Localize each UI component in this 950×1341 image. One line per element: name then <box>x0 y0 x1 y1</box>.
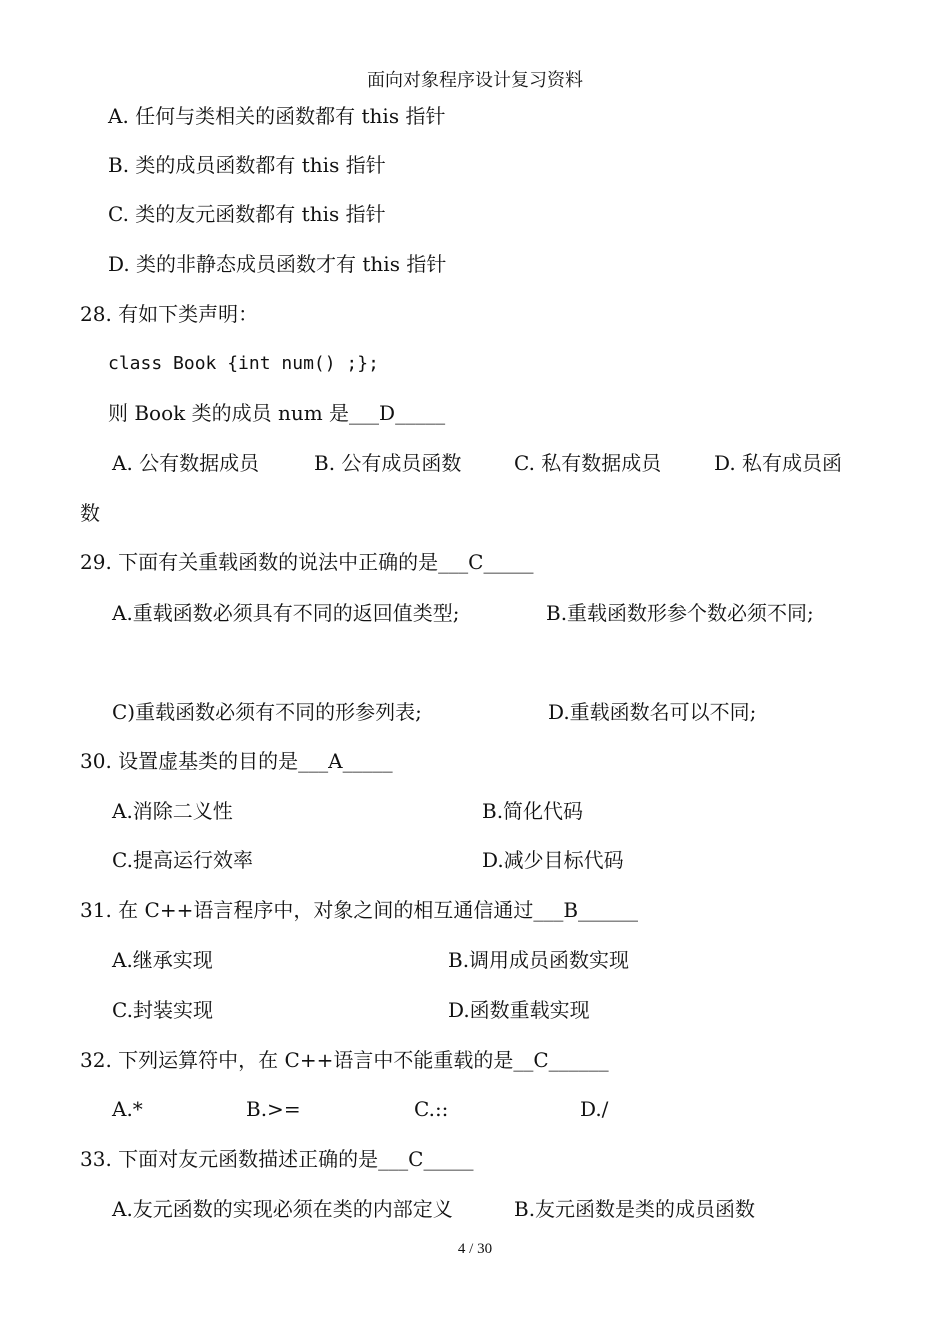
q31-stem: 31. 在 C++语言程序中，对象之间的相互通信通过___B______ <box>80 898 639 922</box>
q28-question: 则 Book 类的成员 num 是___D_____ <box>108 401 446 425</box>
q30-stem: 30. 设置虚基类的目的是___A_____ <box>80 749 393 773</box>
q29-option-a: A.重载函数必须具有不同的返回值类型; <box>112 601 460 625</box>
q33-option-a: A.友元函数的实现必须在类的内部定义 <box>112 1197 453 1221</box>
q28-option-c: C. 私有数据成员 <box>514 451 662 475</box>
q29-option-b: B.重载函数形参个数必须不同; <box>546 601 814 625</box>
q29-option-d: D.重载函数名可以不同; <box>548 700 757 724</box>
q27-option-b: B. 类的成员函数都有 this 指针 <box>108 153 386 177</box>
q28-option-b: B. 公有成员函数 <box>314 451 462 475</box>
q33-option-b: B.友元函数是类的成员函数 <box>514 1197 756 1221</box>
q29-stem: 29. 下面有关重载函数的说法中正确的是___C_____ <box>80 550 534 574</box>
q27-option-a: A. 任何与类相关的函数都有 this 指针 <box>108 104 446 128</box>
q31-option-d: D.函数重载实现 <box>448 998 590 1022</box>
q32-option-a: A.* <box>112 1097 143 1121</box>
page-header: 面向对象程序设计复习资料 <box>367 70 583 91</box>
q31-option-a: A.继承实现 <box>112 948 213 972</box>
q30-option-b: B.简化代码 <box>482 799 584 823</box>
page-number: 4 / 30 <box>457 1241 493 1257</box>
q30-option-d: D.减少目标代码 <box>482 848 624 872</box>
q32-option-c: C.:: <box>414 1097 449 1121</box>
q30-option-c: C.提高运行效率 <box>112 848 253 872</box>
q29-option-c: C)重载函数必须有不同的形参列表; <box>112 700 422 724</box>
q28-option-a: A. 公有数据成员 <box>112 451 260 475</box>
q31-option-c: C.封装实现 <box>112 998 213 1022</box>
q31-option-b: B.调用成员函数实现 <box>448 948 630 972</box>
q27-option-d: D. 类的非静态成员函数才有 this 指针 <box>108 252 447 276</box>
q33-stem: 33. 下面对友元函数描述正确的是___C_____ <box>80 1147 474 1171</box>
q32-option-d: D./ <box>580 1097 609 1121</box>
q28-option-d-wrap: 数 <box>80 501 100 525</box>
q30-option-a: A.消除二义性 <box>112 799 233 823</box>
q32-stem: 32. 下列运算符中，在 C++语言中不能重载的是__C______ <box>80 1048 609 1072</box>
q28-stem: 28. 有如下类声明： <box>80 302 259 326</box>
q27-option-c: C. 类的友元函数都有 this 指针 <box>108 202 386 226</box>
q32-option-b: B.>= <box>246 1097 301 1121</box>
q28-code: class Book {int num() ;}; <box>108 353 379 374</box>
q28-option-d: D. 私有成员函 <box>714 451 843 475</box>
